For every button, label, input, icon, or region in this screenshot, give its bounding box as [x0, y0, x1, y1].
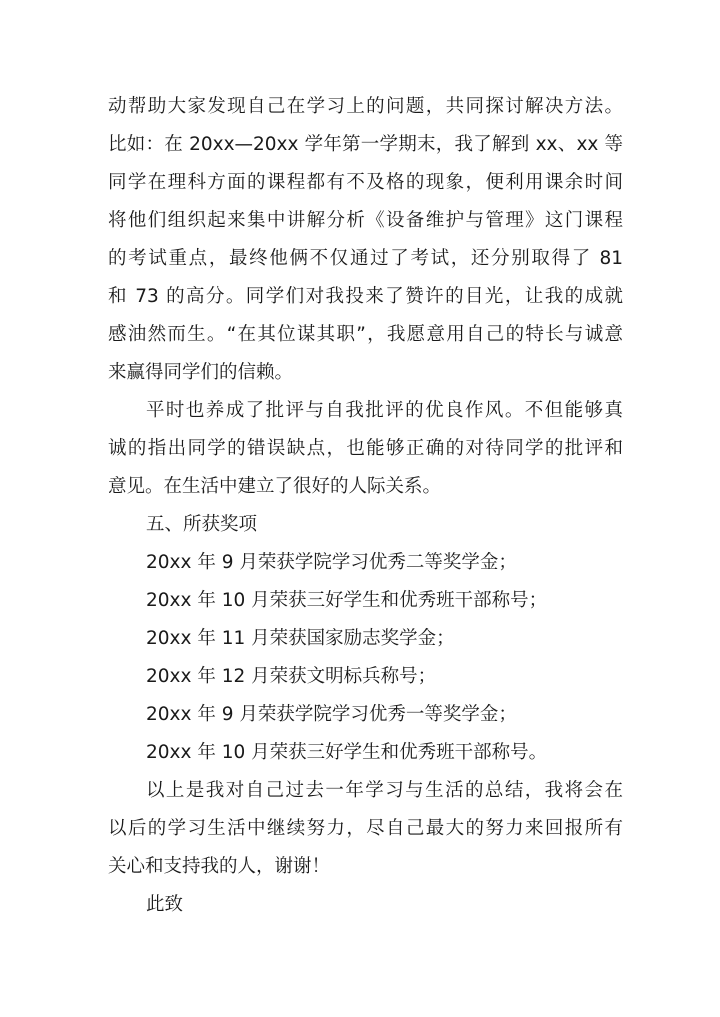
- paragraph-1-line-8: 来赢得同学们的信赖。: [108, 362, 294, 383]
- awards-heading: 五、所获奖项: [146, 514, 258, 535]
- award-item-3: 20xx 年 11 月荣获国家励志奖学金；: [146, 628, 455, 649]
- closing-line-1: 以上是我对自己过去一年学习与生活的总结，我将会在: [146, 780, 623, 801]
- paragraph-1-line-5: 的考试重点，最终他俩不仅通过了考试，还分别取得了 81: [108, 248, 623, 269]
- award-item-1: 20xx 年 9 月荣获学院学习优秀二等奖学金；: [146, 552, 517, 573]
- paragraph-1-line-1: 动帮助大家发现自己在学习上的问题，共同探讨解决方法。: [108, 96, 623, 117]
- paragraph-2-line-2: 诚的指出同学的错误缺点，也能够正确的对待同学的批评和: [108, 438, 623, 459]
- closing-line-2: 以后的学习生活中继续努力，尽自己最大的努力来回报所有: [108, 818, 623, 839]
- paragraph-1-line-6: 和 73 的高分。同学们对我投来了赞许的目光，让我的成就: [108, 286, 623, 307]
- paragraph-1-line-4: 将他们组织起来集中讲解分析《设备维护与管理》这门课程: [108, 210, 623, 231]
- award-item-4: 20xx 年 12 月荣获文明标兵称号；: [146, 666, 437, 687]
- paragraph-1-line-7: 感油然而生。“在其位谋其职”，我愿意用自己的特长与诚意: [108, 324, 623, 345]
- paragraph-1-line-3: 同学在理科方面的课程都有不及格的现象，便利用课余时间: [108, 172, 623, 193]
- closing-line-3: 关心和支持我的人，谢谢！: [108, 856, 331, 877]
- paragraph-2-line-1: 平时也养成了批评与自我批评的优良作风。不但能够真: [146, 400, 623, 421]
- award-item-2: 20xx 年 10 月荣获三好学生和优秀班干部称号；: [146, 590, 548, 611]
- award-item-6: 20xx 年 10 月荣获三好学生和优秀班干部称号。: [146, 742, 548, 763]
- paragraph-1-line-2: 比如：在 20xx—20xx 学年第一学期末，我了解到 xx、xx 等: [108, 134, 623, 155]
- paragraph-2-line-3: 意见。在生活中建立了很好的人际关系。: [108, 476, 442, 497]
- award-item-5: 20xx 年 9 月荣获学院学习优秀一等奖学金；: [146, 704, 517, 725]
- salutation: 此致: [146, 894, 184, 915]
